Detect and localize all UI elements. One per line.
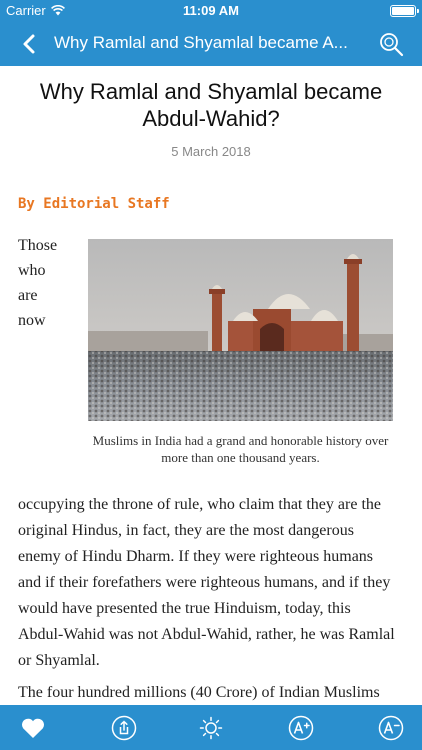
article-title: Why Ramlal and Shyamlal became Abdul-Wahid? [39, 79, 383, 131]
battery-icon [390, 5, 416, 17]
paragraph-line: occupying the throne of rule, who claim that they are the [18, 496, 381, 513]
font-decrease-icon[interactable] [378, 715, 404, 741]
paragraph-line: would have presented the true Hinduism, today, this [18, 600, 351, 617]
article-byline: By Editorial Staff [18, 196, 170, 212]
search-icon[interactable] [378, 31, 404, 57]
article-paragraph [18, 492, 408, 674]
article-date: 5 March 2018 [171, 144, 251, 159]
heart-icon[interactable] [20, 715, 46, 741]
nav-title: Why Ramlal and Shyamlal became A... [54, 33, 348, 52]
paragraph-line: enemy of Hindu Dharm. If they were righteous humans [18, 548, 374, 565]
navigation-bar [0, 22, 422, 66]
intro-word: now [18, 312, 46, 329]
paragraph-line: or Shyamlal. [18, 652, 100, 669]
status-time: 11:09 AM [183, 3, 239, 18]
paragraph-line: Abdul-Wahid was not Abdul-Wahid, rather, he was Ramlal [18, 626, 395, 643]
intro-word: Those [18, 237, 58, 254]
sun-icon[interactable] [198, 715, 224, 741]
intro-word: who [18, 262, 46, 279]
paragraph-line: The four hundred millions (40 Crore) of Indian Muslims [18, 684, 380, 701]
bottom-toolbar [0, 705, 422, 750]
font-increase-icon[interactable] [288, 715, 314, 741]
back-button[interactable] [18, 32, 42, 56]
share-icon[interactable] [111, 715, 137, 741]
intro-word: are [18, 287, 38, 304]
article-paragraph [18, 680, 408, 706]
image-caption: Muslims in India had a grand and honorable history over more than one thousand years. [92, 433, 389, 465]
paragraph-line: and if their forefathers were righteous humans, and if they [18, 574, 391, 591]
article-image [88, 239, 393, 421]
paragraph-line: original Hindus, in fact, they are the most dangerous [18, 522, 354, 539]
status-bar [0, 0, 422, 22]
carrier-label: Carrier [6, 3, 46, 18]
